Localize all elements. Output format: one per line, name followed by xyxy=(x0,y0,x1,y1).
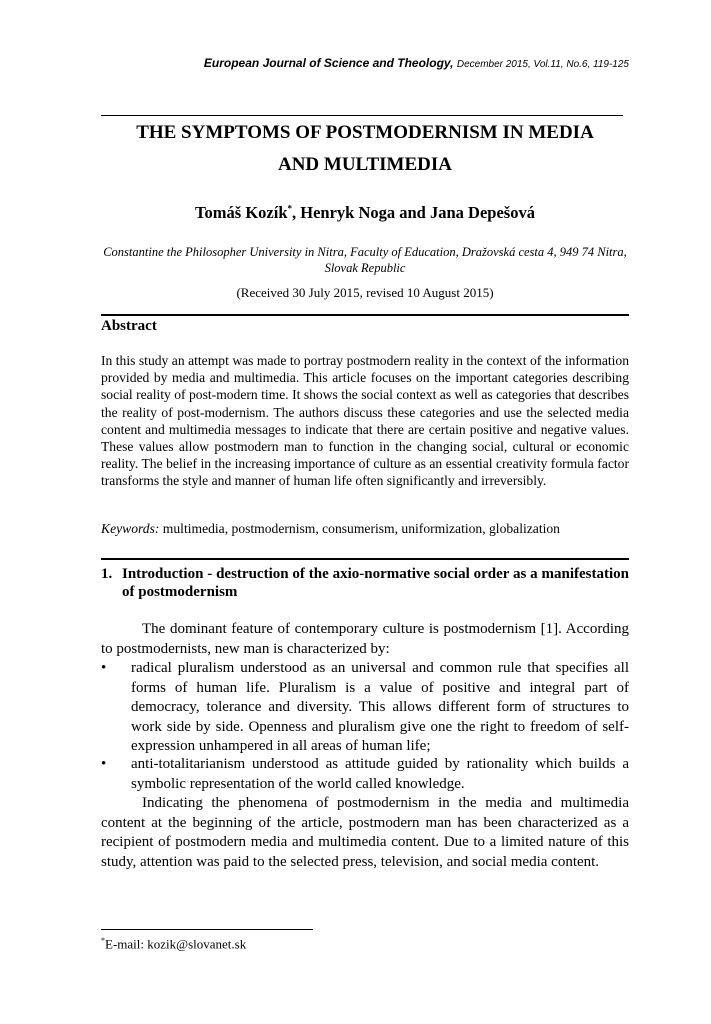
authors-rest: , Henryk Noga and Jana Depešová xyxy=(292,203,535,222)
keywords xyxy=(101,521,629,537)
abstract-text: In this study an attempt was made to portray postmodern reality in the context of the information provided by media and multimedia. This article focuses on the important categories describing social reality of post-modern time. It shows the social context as well as categories that describes the reality of post-modernism. The authors discuss these categories and use the selected media content and multimedia messages to indicate that there are certain positive and negative values. These values allow postmodern man to function in the changing social, cultural or economic reality. The belief in the increasing importance of culture as an essential creativity formula factor transforms the style and manner of human life often significantly and irreversibly. xyxy=(101,353,629,489)
section-title: Introduction - destruction of the axio-normative social order as a manifestation of postmodernism xyxy=(122,566,629,600)
abstract-heading: Abstract xyxy=(101,318,157,334)
journal-header xyxy=(204,56,629,70)
journal-name: European Journal of Science and Theology, xyxy=(203,56,454,70)
footnote-email: E-mail: kozik@slovanet.sk xyxy=(105,936,247,952)
bullet-item-2 xyxy=(101,755,629,794)
intro-paragraph-2: Indicating the phenomena of postmodernism in the media and multimedia content at the beginning of the article, postmodern man has been characterized as a recipient of postmodern media and multimedia content. Due to a limited nature of this study, attention was paid to the selected press, television, and social media content. xyxy=(101,795,629,870)
intro-paragraph-1: The dominant feature of contemporary culture is postmodernism [1]. According to postmodernists, new man is characterized by: xyxy=(101,621,629,657)
footnote-mark: * xyxy=(101,936,105,945)
article-title-line1: THE SYMPTOMS OF POSTMODERNISM IN MEDIA xyxy=(136,122,594,143)
bullet-text: anti-totalitarianism understood as attitude guided by rationality which builds a symbolic representation of the world called knowledge. xyxy=(131,756,629,792)
affiliation: Constantine the Philosopher University in Nitra, Faculty of Education, Dražovská cesta 4, 949 74 Nitra, Slovak Republic xyxy=(103,245,627,275)
bullet-text: radical pluralism understood as an universal and common rule that specifies all forms of human life. Pluralism is a value of positive and integral part of democracy, tolerance and diversity. This allows different form of structures to work side by side. Openness and pluralism give one the right to freedom of self-expression unhampered in all areas of human life; xyxy=(131,660,629,755)
received-dates: (Received 30 July 2015, revised 10 August 2015) xyxy=(236,285,494,300)
abstract-top-rule xyxy=(101,314,629,316)
authors xyxy=(101,203,629,223)
footnote xyxy=(101,936,246,952)
author-1: Tomáš Kozík xyxy=(195,203,288,222)
bullet-symbol: • xyxy=(101,660,107,676)
footnote-rule xyxy=(101,929,313,930)
article-title-line2: AND MULTIMEDIA xyxy=(277,154,452,175)
section-number: 1. xyxy=(101,566,113,582)
author-note-mark: * xyxy=(287,203,292,214)
keywords-list: multimedia, postmodernism, consumerism, uniformization, globalization xyxy=(159,521,560,536)
bullet-symbol: • xyxy=(101,756,107,772)
bullet-item-1 xyxy=(101,659,629,757)
abstract-bottom-rule xyxy=(101,558,629,560)
issue-info: December 2015, Vol.11, No.6, 119-125 xyxy=(456,59,629,70)
keywords-label: Keywords: xyxy=(101,521,160,536)
section-heading xyxy=(101,565,629,601)
